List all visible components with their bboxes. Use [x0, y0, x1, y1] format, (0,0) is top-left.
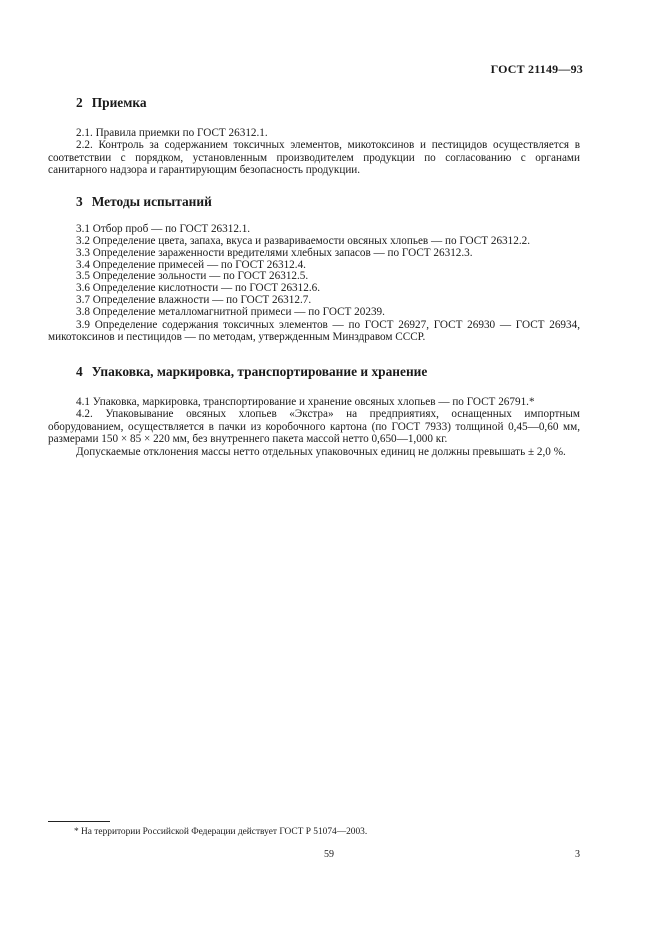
paragraph: 2.2. Контроль за содержанием токсичных элементов, микотоксинов и пестицидов осуществляется в соответствии с порядком, установленным производителем продукции по согласованию с органами санитарного надзора и гарантирующим безопасность продукции.: [48, 139, 580, 177]
list-item: 3.7 Определение влажности — по ГОСТ 26312.7.: [76, 294, 312, 307]
list-item: 3.5 Определение зольности — по ГОСТ 26312.5.: [76, 270, 309, 283]
section-heading: [76, 194, 580, 210]
section-title: Приемка: [91, 95, 147, 110]
list-item: 3.1 Отбор проб — по ГОСТ 26312.1.: [76, 223, 251, 235]
section-title: Упаковка, маркировка, транспортирование и хранение: [91, 364, 428, 379]
footnote: * На территории Российской Федерации действует ГОСТ Р 51074—2003.: [74, 827, 368, 837]
paragraph: Допускаемые отклонения массы нетто отдельных упаковочных единиц не должны превышать ± 2,0 %.: [76, 445, 566, 458]
section-title: Методы испытаний: [91, 194, 212, 209]
section-2: [48, 95, 580, 177]
paragraph: 2.1. Правила приемки по ГОСТ 26312.1.: [76, 127, 268, 139]
section-number: 2: [76, 95, 83, 110]
footnote-divider: [48, 821, 110, 822]
list-item: 3.4 Определение примесей — по ГОСТ 26312.4.: [76, 258, 306, 271]
paragraph: 4.2. Упаковывание овсяных хлопьев «Экстра» на предприятиях, оснащенных импортным оборудованием, осуществляется в пачки из коробочного картона (по ГОСТ 7933) толщиной 0,45—0,60 мм, размерами 150 × 85 × 220 мм, без внутреннего пакета массой нетто 0,650—1,000 кг.: [48, 408, 580, 446]
section-heading: [76, 364, 580, 380]
document-header: ГОСТ 21149—93: [490, 62, 583, 76]
list-item: 3.3 Определение зараженности вредителями хлебных запасов — по ГОСТ 26312.3.: [76, 246, 473, 259]
section-3: [48, 194, 580, 344]
list-item: 3.2 Определение цвета, запаха, вкуса и развариваемости овсяных хлопьев — по ГОСТ 26312.2.: [76, 234, 531, 247]
list-item: 3.8 Определение металломагнитной примеси — по ГОСТ 20239.: [76, 305, 385, 318]
section-number: 4: [76, 364, 83, 379]
list-item: 3.9 Определение содержания токсичных элементов — по ГОСТ 26927, ГОСТ 26930 — ГОСТ 26934, микотоксинов и пестицидов — по методам, утвержденным Минздравом СССР.: [48, 318, 580, 344]
section-number: 3: [76, 194, 83, 209]
page-number: 59: [324, 849, 334, 860]
method-list: [48, 224, 580, 319]
paragraph: 4.1 Упаковка, маркировка, транспортирование и хранение овсяных хлопьев — по ГОСТ 26791.*: [76, 396, 535, 408]
section-heading: [76, 95, 580, 111]
list-item: 3.6 Определение кислотности — по ГОСТ 26312.6.: [76, 282, 321, 295]
sheet-number: 3: [575, 849, 580, 860]
section-4: [48, 364, 580, 458]
